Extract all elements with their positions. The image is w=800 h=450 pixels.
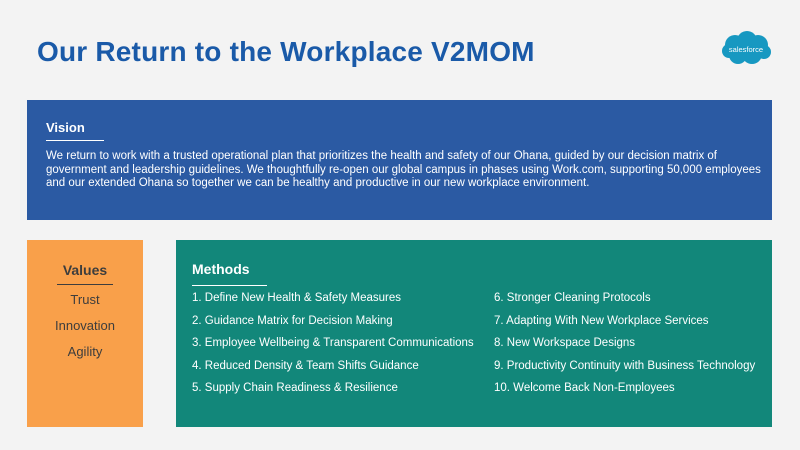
method-item-5: 5. Supply Chain Readiness & Resilience	[192, 382, 398, 394]
values-divider	[57, 284, 113, 285]
method-item-8: 8. New Workspace Designs	[494, 337, 636, 349]
value-item-agility: Agility	[67, 344, 103, 359]
method-item-3: 3. Employee Wellbeing & Transparent Communications	[192, 337, 474, 349]
vision-panel	[27, 100, 772, 220]
vision-title: Vision	[46, 120, 85, 135]
value-item-trust: Trust	[70, 292, 100, 307]
method-item-10: 10. Welcome Back Non-Employees	[494, 382, 675, 394]
logo-text: salesforce	[728, 45, 764, 54]
salesforce-logo	[720, 30, 772, 68]
value-item-innovation: Innovation	[55, 318, 115, 333]
values-panel	[27, 240, 143, 427]
methods-divider	[192, 285, 267, 286]
method-item-9: 9. Productivity Continuity with Business Technology	[494, 360, 756, 372]
vision-text: We return to work with a trusted operational plan that prioritizes the health and safety of our Ohana, guided by our decision matrix of government and leadership guidelines. We thoughtfully re-open our global campus in phases using Work.com, supporting 50,000 employees and our extended Ohana so together we can be healthy and productive in our new workplace environment.	[46, 150, 761, 189]
values-title: Values	[62, 262, 108, 278]
page-title: Our Return to the Workplace V2MOM	[37, 36, 535, 67]
method-item-6: 6. Stronger Cleaning Protocols	[494, 292, 651, 304]
methods-panel	[176, 240, 772, 427]
methods-title: Methods	[192, 261, 250, 277]
method-item-2: 2. Guidance Matrix for Decision Making	[192, 315, 393, 327]
method-item-1: 1. Define New Health & Safety Measures	[192, 292, 402, 304]
method-item-7: 7. Adapting With New Workplace Services	[494, 315, 709, 327]
method-item-4: 4. Reduced Density & Team Shifts Guidance	[192, 360, 419, 372]
vision-divider	[46, 140, 104, 141]
